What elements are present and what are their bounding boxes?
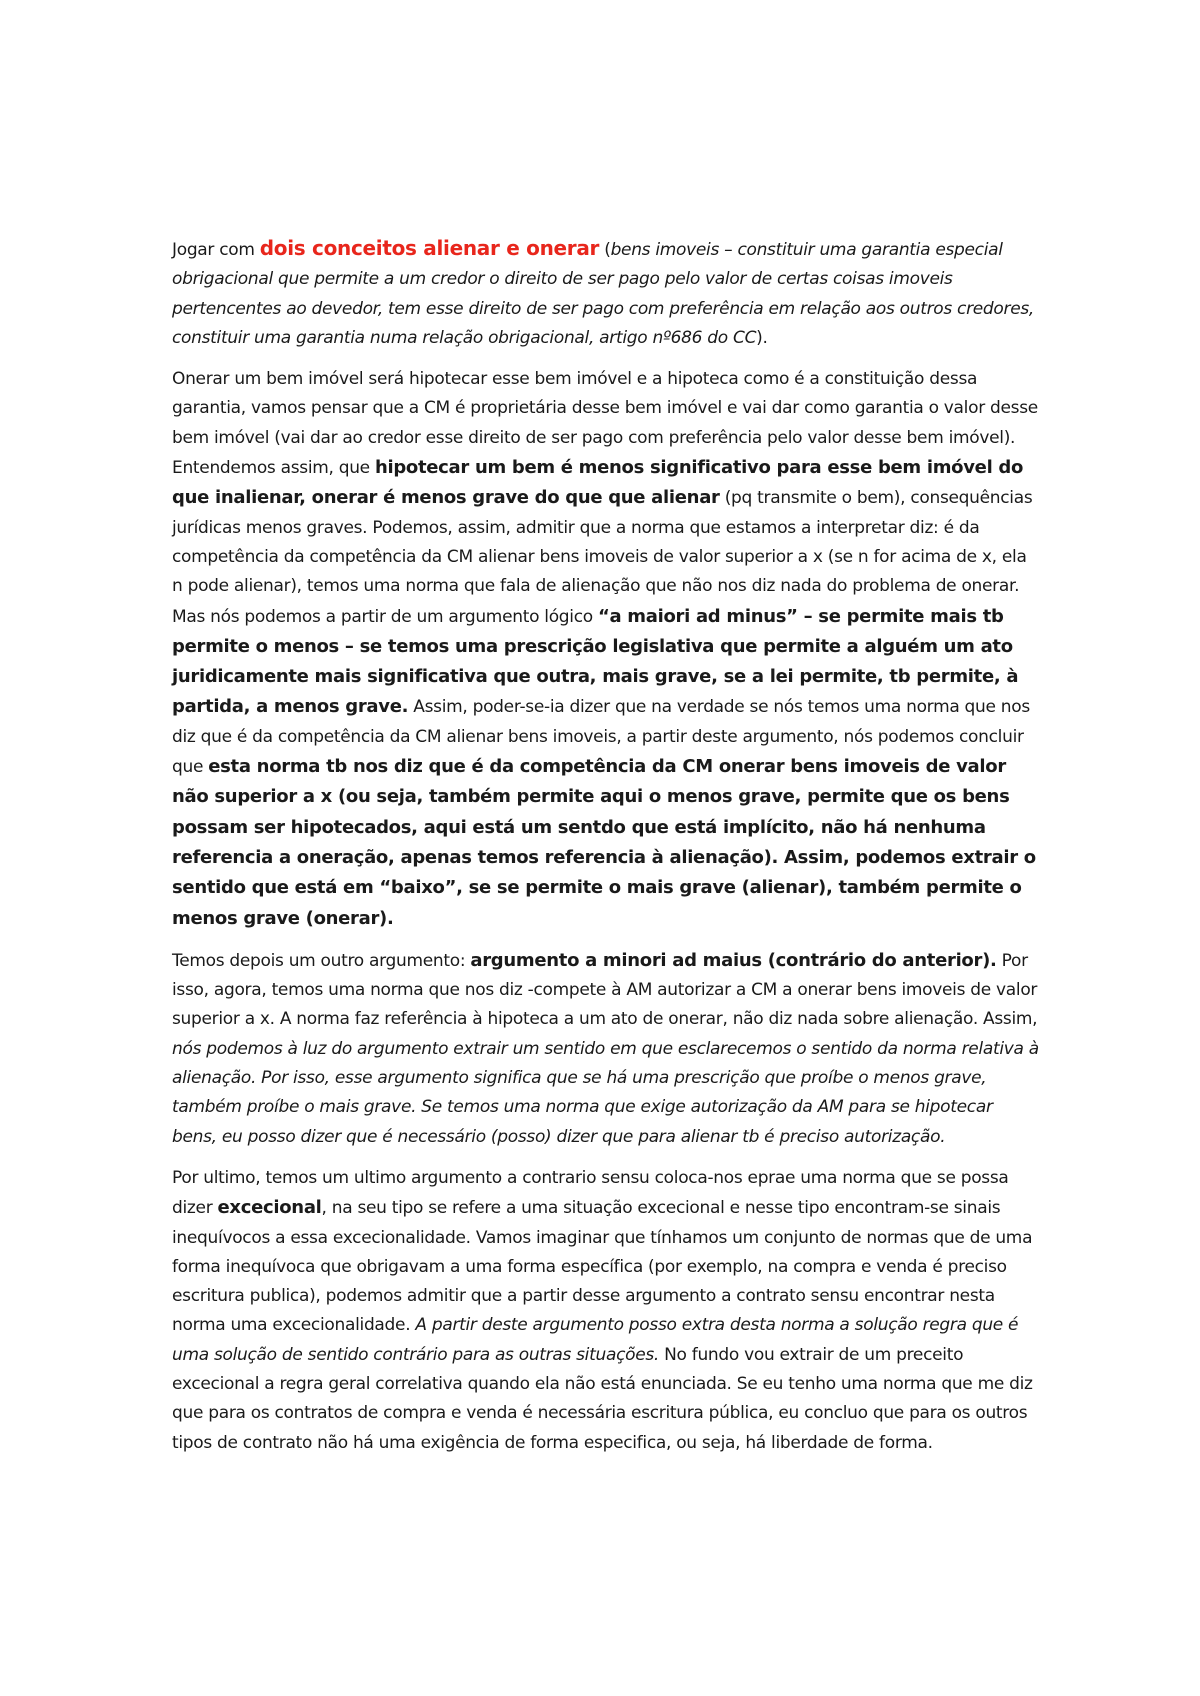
p3-italic-1: nós podemos à luz do argumento extrair um sentido em que esclarecemos o sentido da norma relativa à alienação. Por isso, esse argumento significa que se há uma prescrição que proíbe o menos grave, também proíbe o mais grave. Se temos uma norma que exige autorização da AM para se hipotecar bens, eu posso dizer que é necessário (posso) dizer que para alienar tb é preciso autorização. [172, 1038, 1039, 1147]
p2-bold-1: hipotecar um bem é menos significativo para esse bem imóvel do que inalienar, onerar é menos grave do que que alienar [172, 457, 1024, 509]
p2-bold-2: “a maiori ad minus” – se permite mais tb permite o menos – se temos uma prescrição legislativa que permite a alguém um ato juridicamente mais significativa que outra, mais grave, se a lei permite, tb permite, à partida, a menos grave. [172, 605, 1019, 718]
p2-text-2: (pq transmite o bem), consequências jurídicas menos graves. Podemos, assim, admitir que a norma que estamos a interpretar diz: é da competência da competência da CM alienar bens imoveis de valor superior a x (se n for acima de x, ela n pode alienar), temos uma norma que fala de alienação que não nos diz nada do problema de onerar. Mas nós podemos a partir de um argumento lógico [172, 488, 1033, 627]
p4-italic-1: A partir deste argumento posso extra desta norma a solução regra que é uma solução de sentido contrário para as outras situações. [172, 1315, 1019, 1365]
p4-text-3: No fundo vou extrair de um preceito excecional a regra geral correlativa quando ela não está enunciada. Se eu tenho uma norma que me diz que para os contratos de compra e venda é necessária escritura pública, eu concluo que para os outros tipos de contrato não há uma exigência de forma especifica, ou seja, há liberdade de forma. [172, 1344, 1033, 1453]
p3-text-2: Por isso, agora, temos uma norma que nos diz -compete à AM autorizar a CM a onerar bens imoveis de valor superior a x. A norma faz referência à hipoteca a um ato de onerar, não diz nada sobre alienação. Assim, [172, 950, 1038, 1030]
document-body [172, 234, 1042, 1458]
paragraph-3 [172, 946, 1042, 1152]
p1-intro: Jogar com [172, 240, 260, 260]
p1-close-paren: ). [756, 327, 768, 348]
paragraph-2 [172, 365, 1042, 934]
p2-text-1: Onerar um bem imóvel será hipotecar esse bem imóvel e a hipoteca como é a constituição dessa garantia, vamos pensar que a CM é proprietária desse bem imóvel e vai dar como garantia o valor desse bem imóvel (vai dar ao credor esse direito de ser pago com preferência pelo valor desse bem imóvel). Entendemos assim, que [172, 369, 1038, 479]
paragraph-1 [172, 234, 1042, 353]
p1-italic-note: bens imoveis – constituir uma garantia especial obrigacional que permite a um credor o direito de ser pago pelo valor de certas coisas imoveis pertencentes ao devedor, tem esse direito de ser pago com preferência em relação aos outros credores, constituir uma garantia numa relação obrigacional, artigo nº686 do CC [172, 240, 1035, 348]
p3-bold-1: argumento a minori ad maius (contrário do anterior). [470, 949, 997, 971]
p3-text-1: Temos depois um outro argumento: [172, 950, 471, 971]
p4-bold-1: excecional [217, 1197, 322, 1219]
p1-open-paren: ( [599, 240, 611, 260]
p1-highlight: dois conceitos alienar e onerar [259, 236, 600, 260]
p4-text-2: , na seu tipo se refere a uma situação excecional e nesse tipo encontram-se sinais inequívocos a essa excecionalidade. Vamos imaginar que tínhamos um conjunto de normas que de uma forma inequívoca que obrigavam a uma forma específica (por exemplo, na compra e venda é preciso escritura publica), podemos admitir que a partir desse argumento a contrato sensu encontrar nesta norma uma excecionalidade. [172, 1198, 1033, 1336]
paragraph-4 [172, 1164, 1042, 1458]
p2-text-3: Assim, poder-se-ia dizer que na verdade se nós temos uma norma que nos diz que é da competência da CM alienar bens imoveis, a partir deste argumento, nós podemos concluir que [172, 697, 1030, 778]
p4-text-1: Por ultimo, temos um ultimo argumento a contrario sensu coloca-nos eprae uma norma que se possa dizer [172, 1167, 1009, 1219]
p2-bold-3: esta norma tb nos diz que é da competência da CM onerar bens imoveis de valor não superior a x (ou seja, também permite aqui o menos grave, permite que os bens possam ser hipotecados, aqui está um sentdo que está implícito, não há nenhuma referencia a oneração, apenas temos referencia à alienação). Assim, podemos extrair o sentido que está em “baixo”, se se permite o mais grave (alienar), também permite o menos grave (onerar). [172, 756, 1036, 929]
